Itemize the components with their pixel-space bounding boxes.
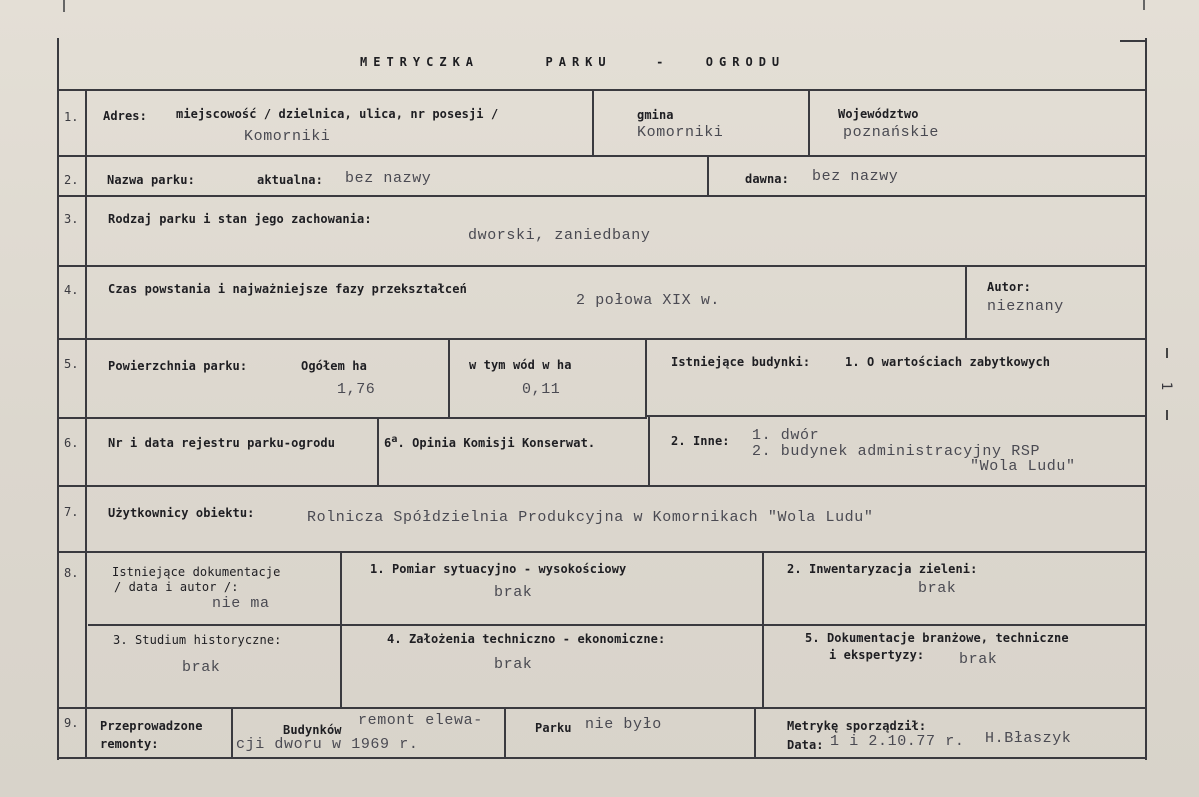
row-sep-6-top-a [57, 417, 647, 419]
r8-div-2 [762, 552, 764, 708]
voivodeship-value: poznańskie [843, 124, 940, 141]
title-part-3: OGRODU [705, 55, 786, 69]
park-type-value: dworski, zaniedbany [468, 227, 651, 244]
row-sep-9-top [57, 707, 1147, 709]
row-sep-2-top [57, 155, 1147, 157]
former-name-label: dawna: [745, 172, 789, 186]
frame-top-right-stub [1120, 40, 1147, 42]
branch-docs-label-1: 5. Dokumentacje branżowe, techniczne [805, 631, 1069, 645]
existing-buildings-label: Istniejące budynki: [671, 355, 811, 369]
historic-buildings-label: 1. O wartościach zabytkowych [845, 355, 1051, 369]
row-number-3: 3. [64, 212, 79, 226]
historical-study-value: brak [182, 659, 221, 676]
title-part-2: PARKU [545, 55, 612, 69]
park-type-label: Rodzaj parku i stan jego zachowania: [108, 212, 372, 226]
total-area-label: Ogółem ha [301, 359, 367, 373]
row-sep-8-mid [88, 624, 1147, 626]
opinion-number: 6 [384, 436, 392, 450]
row-sep-2-bottom [57, 195, 1147, 197]
park-name-label: Nazwa parku: [107, 173, 195, 187]
r2-div-former [707, 156, 709, 196]
opinion-text: . Opinia Komisji Konserwat. [397, 436, 596, 450]
row-number-7: 7. [64, 505, 79, 519]
row-sep-8-top [57, 551, 1147, 553]
r5-div-water [448, 339, 450, 418]
creation-time-value: 2 połowa XIX w. [576, 292, 721, 309]
historical-study-label: 3. Studium historyczne: [113, 633, 282, 647]
creation-time-label: Czas powstania i najważniejsze fazy przekształceń [108, 282, 467, 296]
row-sep-5-top [57, 338, 1147, 340]
buildings-repairs-label: Budynków [283, 723, 342, 737]
frame-left [57, 38, 59, 760]
address-label: Adres: [103, 109, 147, 123]
r5-div-buildings [645, 339, 647, 417]
inventory-value: brak [918, 580, 957, 597]
park-repairs-label: Parku [535, 721, 572, 735]
r1-div-voivodeship [808, 90, 810, 156]
row-sep-7-top [57, 485, 1147, 487]
r6-div-opinion [377, 418, 379, 486]
tech-econ-value: brak [494, 656, 533, 673]
form-title [360, 55, 785, 69]
users-label: Użytkownicy obiektu: [108, 506, 255, 520]
author-label: Autor: [987, 280, 1031, 294]
tech-econ-label: 4. Założenia techniczno - ekonomiczne: [387, 632, 666, 646]
r9-div-2 [504, 708, 506, 758]
r9-div-3 [754, 708, 756, 758]
row-sep-4-top [57, 265, 1147, 267]
page-number-mark: 1 [1158, 381, 1175, 391]
row-number-4: 4. [64, 283, 79, 297]
inventory-label: 2. Inwentaryzacja zieleni: [787, 562, 978, 576]
repairs-label-1: Przeprowadzone [100, 719, 203, 733]
r6-div-other [648, 416, 650, 486]
frame-right [1145, 38, 1147, 760]
title-dash: - [656, 55, 670, 69]
other-building-1: 1. dwór [752, 427, 820, 444]
frame-bottom [57, 757, 1147, 759]
voivodeship-label: Województwo [838, 107, 919, 121]
gmina-label: gmina [637, 108, 674, 122]
gmina-value: Komorniki [637, 124, 724, 141]
current-name-label: aktualna: [257, 173, 323, 187]
users-value: Rolnicza Spółdzielnia Produkcyjna w Komornikach "Wola Ludu" [307, 509, 874, 526]
page-mark-top-dash [1166, 348, 1168, 358]
other-buildings-label: 2. Inne: [671, 434, 730, 448]
water-area-value: 0,11 [522, 381, 561, 398]
former-name-value: bez nazwy [812, 168, 899, 185]
row-sep-6-top-b [647, 415, 1147, 417]
row-number-9: 9. [64, 716, 79, 730]
row-sep-1-top [57, 89, 1147, 91]
opinion-superscript: a [391, 434, 398, 445]
existing-docs-label-2: / data i autor /: [114, 580, 239, 594]
buildings-repairs-value-2: cji dworu w 1969 r. [236, 736, 419, 753]
area-label: Powierzchnia parku: [108, 359, 248, 373]
row-number-6: 6. [64, 436, 79, 450]
page-mark-bottom-dash [1166, 410, 1168, 420]
r9-div-1 [231, 708, 233, 758]
row-number-8: 8. [64, 566, 79, 580]
total-area-value: 1,76 [337, 381, 376, 398]
title-part-1: METRYCZKA [360, 55, 480, 69]
register-label: Nr i data rejestru parku-ogrodu [108, 436, 336, 450]
survey-value: brak [494, 584, 533, 601]
date-value: 1 i 2.10.77 r. [830, 733, 965, 750]
repairs-label-2: remonty: [100, 737, 159, 751]
branch-docs-value: brak [959, 651, 998, 668]
other-building-3: "Wola Ludu" [970, 458, 1076, 475]
r8-div-1 [340, 552, 342, 708]
row-number-2: 2. [64, 173, 79, 187]
branch-docs-label-2: i ekspertyzy: [829, 648, 925, 662]
existing-docs-label-1: Istniejące dokumentacje [112, 565, 281, 579]
water-area-label: w tym wód w ha [469, 358, 572, 372]
address-sublabel: miejscowość / dzielnica, ulica, nr posesji / [176, 107, 499, 121]
top-left-tick [63, 0, 65, 12]
prepared-by-label: Metrykę sporządził: [787, 719, 927, 733]
date-label: Data: [787, 738, 824, 752]
prepared-by-value: H.Błaszyk [985, 730, 1072, 747]
row-number-1: 1. [64, 110, 79, 124]
park-repairs-value: nie było [585, 716, 662, 733]
top-right-tick [1143, 0, 1145, 10]
opinion-label [384, 434, 595, 450]
number-column-divider [85, 90, 87, 758]
row-number-5: 5. [64, 357, 79, 371]
existing-docs-value: nie ma [212, 595, 270, 612]
address-value: Komorniki [244, 128, 331, 145]
buildings-repairs-value-1: remont elewa- [358, 712, 483, 729]
survey-label: 1. Pomiar sytuacyjno - wysokościowy [370, 562, 627, 576]
r4-div-author [965, 266, 967, 339]
r1-div-gmina [592, 90, 594, 156]
author-value: nieznany [987, 298, 1064, 315]
current-name-value: bez nazwy [345, 170, 432, 187]
other-building-2: 2. budynek administracyjny RSP [752, 443, 1041, 460]
